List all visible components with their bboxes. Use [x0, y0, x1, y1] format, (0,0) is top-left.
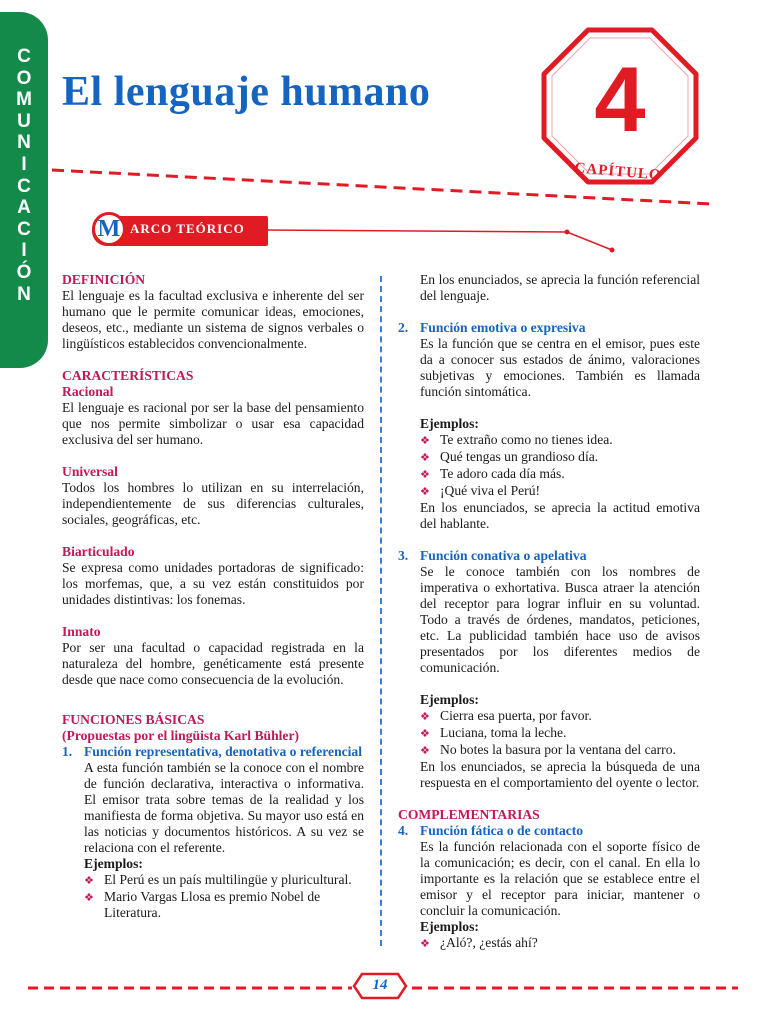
- subheading-buhler: (Propuestas por el lingüista Karl Bühler): [62, 728, 300, 743]
- list-item: ❖ Luciana, toma la leche.: [420, 725, 567, 740]
- marco-initial: M: [92, 212, 126, 246]
- paragraph-racional: El lenguaje es racional por ser la base del pensamiento que nos permite simbolizar o usar esa capacidad exclusiva del ser humano.: [62, 400, 364, 447]
- list-item: ❖ Cierra esa puerta, por favor.: [420, 708, 592, 723]
- item-number: 1.: [62, 744, 73, 759]
- examples-list: [84, 872, 364, 921]
- item-title: Función conativa o apelativa: [420, 548, 587, 563]
- list-item: ❖ El Perú es un país multilingüe y pluricultural.: [84, 872, 352, 887]
- heading-definicion: DEFINICIÓN: [62, 272, 146, 287]
- side-letter: M: [16, 89, 32, 111]
- paragraph-definicion: El lenguaje es la facultad exclusiva e inherente del ser humano que le permite comunicar ideas, emociones, deseos, etc., mediante un sistema de signos verbales o lingüísticos establecidos convencionalmente.: [62, 288, 364, 351]
- examples-label: Ejemplos:: [84, 856, 143, 871]
- examples-list: [420, 432, 700, 500]
- item-title: Función emotiva o expresiva: [420, 320, 586, 335]
- function-item-2: [398, 320, 700, 336]
- subheading-innato: Innato: [62, 624, 101, 639]
- examples-list: [420, 935, 700, 952]
- examples-label: Ejemplos:: [420, 919, 479, 934]
- heading-funciones-basicas: FUNCIONES BÁSICAS: [62, 712, 205, 727]
- item-title: Función fática o de contacto: [420, 823, 584, 838]
- diamond-bullet-icon: ❖: [420, 469, 430, 481]
- right-column: [398, 272, 700, 952]
- diamond-bullet-icon: ❖: [84, 875, 94, 887]
- side-letter: I: [21, 240, 27, 262]
- list-item: ❖ Mario Vargas Llosa es premio Nobel de Literatura.: [84, 889, 321, 920]
- examples-label: Ejemplos:: [420, 416, 479, 431]
- side-letter: N: [17, 283, 31, 305]
- paragraph-f2: Es la función que se centra en el emisor, pues este da a conocer sus estados de ánimo, valoraciones subjetivas y emociones. También es llamada función sintomática.: [420, 336, 700, 399]
- section-header-marco: [92, 212, 632, 262]
- list-item: ❖ Qué tengas un grandioso día.: [420, 449, 599, 464]
- diamond-bullet-icon: ❖: [420, 452, 430, 464]
- paragraph-biarticulado: Se expresa como unidades portadoras de significado: los morfemas, que, a su vez están constituidos por unidades distintivas: los fonemas.: [62, 560, 364, 607]
- examples-label: Ejemplos:: [420, 692, 479, 707]
- diamond-bullet-icon: ❖: [420, 728, 430, 740]
- item-title: Función representativa, denotativa o referencial: [84, 744, 363, 759]
- side-letter: N: [17, 132, 31, 154]
- section-side-label: [0, 46, 48, 305]
- side-letter: C: [17, 218, 31, 240]
- chapter-badge: [538, 24, 702, 188]
- side-letter: O: [16, 67, 32, 89]
- left-column: [62, 272, 364, 921]
- item-number: 4.: [398, 823, 409, 838]
- paragraph-universal: Todos los hombres lo utilizan en su interrelación, independientemente de sus diferencias culturales, sociales, geográficas, etc.: [62, 480, 364, 527]
- paragraph-f3: Se le conoce también con los nombres de imperativa o exhortativa. Busca atraer la atención del receptor para lograr influir en su voluntad. Todo a través de órdenes, mandatos, peticiones, etc. La publicidad también hace uso de avisos presentados por los diferentes medios de comunicación.: [420, 564, 700, 675]
- item-number: 2.: [398, 320, 409, 335]
- heading-caracteristicas: CARACTERÍSTICAS: [62, 368, 194, 383]
- page-title: El lenguaje humano: [62, 69, 431, 115]
- paragraph-f3-after: En los enunciados, se aprecia la búsqueda de una respuesta en el comportamiento del oyente o lector.: [420, 759, 700, 790]
- page-number: 14: [372, 977, 388, 993]
- item-number: 3.: [398, 548, 409, 563]
- page-number-box: [352, 972, 408, 1000]
- subheading-racional: Racional: [62, 384, 114, 399]
- side-letter: U: [17, 110, 31, 132]
- function-item-1: [62, 744, 364, 760]
- paragraph-f4: Es la función relacionada con el soporte físico de la comunicación; es decir, con el canal. En ella lo importante es la relación que se establece entre el emisor y el receptor para iniciar, mantener o concluir la comunicación.: [420, 839, 700, 918]
- paragraph-innato: Por ser una facultad o capacidad registrada en la naturaleza del hombre, genéticamente está presente desde que nace como consecuencia de la evolución.: [62, 640, 364, 687]
- function-item-4: [398, 823, 700, 839]
- list-item: ❖ Te adoro cada día más.: [420, 466, 565, 481]
- list-item: ❖ ¡Qué viva el Perú!: [420, 483, 541, 498]
- function-item-3: [398, 548, 700, 564]
- side-letter: A: [17, 197, 31, 219]
- diamond-bullet-icon: ❖: [420, 711, 430, 723]
- marco-label: ARCO TEÓRICO: [130, 221, 245, 236]
- side-letter: C: [17, 175, 31, 197]
- chapter-number: 4: [594, 49, 646, 151]
- diamond-bullet-icon: ❖: [420, 938, 430, 950]
- side-letter: I: [21, 153, 27, 175]
- heading-complementarias: COMPLEMENTARIAS: [398, 807, 540, 822]
- diamond-bullet-icon: ❖: [84, 892, 94, 904]
- side-letter: Ó: [16, 261, 32, 283]
- list-item: ❖ ¿Aló?, ¿estás ahí?: [420, 935, 538, 950]
- subheading-biarticulado: Biarticulado: [62, 544, 135, 559]
- diamond-bullet-icon: ❖: [420, 486, 430, 498]
- subheading-universal: Universal: [62, 464, 118, 479]
- examples-list: [420, 708, 700, 759]
- diamond-bullet-icon: ❖: [420, 745, 430, 757]
- list-item: ❖ Te extraño como no tienes idea.: [420, 432, 613, 447]
- paragraph-f2-after: En los enunciados, se aprecia la actitud emotiva del hablante.: [420, 500, 700, 531]
- column-divider: [380, 276, 382, 946]
- list-item: ❖ No botes la basura por la ventana del carro.: [420, 742, 676, 757]
- chapter-label: CAPÍTULO: [573, 160, 663, 184]
- side-letter: C: [17, 46, 31, 67]
- paragraph-continuation: En los enunciados, se aprecia la función referencial del lenguaje.: [420, 272, 700, 303]
- paragraph-f1: A esta función también se la conoce con el nombre de función declarativa, interactiva o informativa. El emisor trata sobre temas de la realidad y los manifiesta de forma objetiva. Su mayor uso está en las noticias y documentos históricos. A su vez se relaciona con el referente.: [84, 760, 364, 855]
- function-1-body: [62, 760, 364, 921]
- diamond-bullet-icon: ❖: [420, 435, 430, 447]
